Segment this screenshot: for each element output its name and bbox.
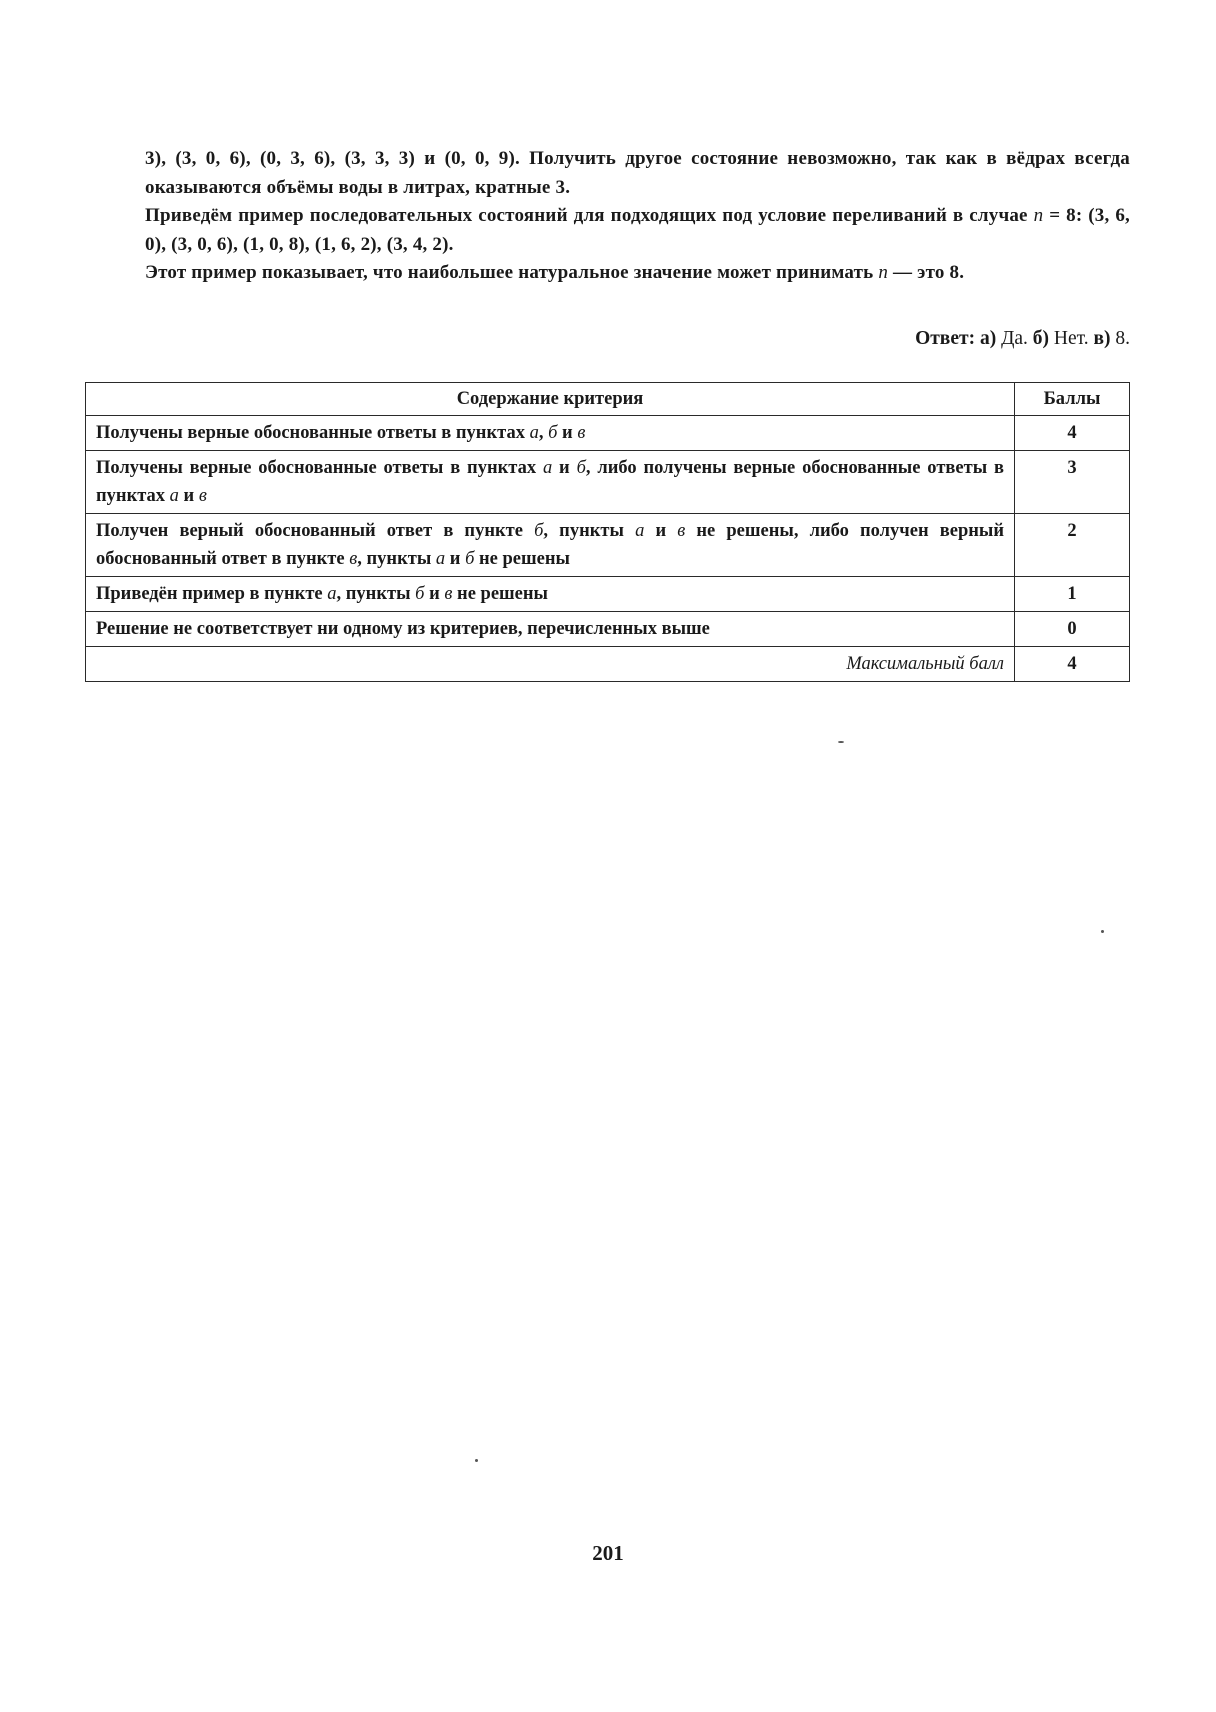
criterion-cell: Получен верный обоснованный ответ в пункте б, пункты а и в не решены, либо получен верный обоснованный ответ в пункте в, пункты а и б не решены <box>86 514 1015 577</box>
scan-speck <box>838 741 844 743</box>
table-row <box>86 451 1130 514</box>
score-cell: 0 <box>1015 612 1130 647</box>
table-row <box>86 416 1130 451</box>
answer-line: Ответ: а) Да. б) Нет. в) 8. <box>915 328 1130 349</box>
header-criterion: Содержание критерия <box>86 383 1015 416</box>
score-cell: 3 <box>1015 451 1130 514</box>
solution-text <box>145 145 1130 288</box>
criteria-table <box>85 382 1130 682</box>
scan-speck <box>1101 930 1104 933</box>
criterion-cell: Получены верные обоснованные ответы в пунктах а, б и в <box>86 416 1015 451</box>
criterion-cell: Получены верные обоснованные ответы в пунктах а и б, либо получены верные обоснованные ответы в пунктах а и в <box>86 451 1015 514</box>
score-cell: 2 <box>1015 514 1130 577</box>
solution-paragraph-2: Приведём пример последовательных состояний для подходящих под условие переливаний в случае n = 8: (3, 6, 0), (3, 0, 6), (1, 0, 8), (1, 6, 2), (3, 4, 2). <box>145 205 1130 255</box>
criterion-cell: Приведён пример в пункте а, пункты б и в не решены <box>86 577 1015 612</box>
max-score-value: 4 <box>1015 647 1130 682</box>
table-row <box>86 514 1130 577</box>
scan-speck <box>475 1459 478 1462</box>
score-cell: 4 <box>1015 416 1130 451</box>
criterion-cell: Решение не соответствует ни одному из критериев, перечисленных выше <box>86 612 1015 647</box>
table-row <box>86 612 1130 647</box>
table-row-max <box>86 647 1130 682</box>
table-header-row <box>86 383 1130 416</box>
solution-paragraph-1: 3), (3, 0, 6), (0, 3, 6), (3, 3, 3) и (0, 0, 9). Получить другое состояние невозможно, так как в вёдрах всегда оказываются объёмы воды в литрах, кратные 3. <box>145 148 1130 198</box>
table-row <box>86 577 1130 612</box>
page-number: 201 <box>592 1541 624 1565</box>
solution-paragraph-3: Этот пример показывает, что наибольшее натуральное значение может принимать n — это 8. <box>145 262 965 283</box>
score-cell: 1 <box>1015 577 1130 612</box>
header-score: Баллы <box>1015 383 1130 416</box>
max-score-label: Максимальный балл <box>86 647 1015 682</box>
